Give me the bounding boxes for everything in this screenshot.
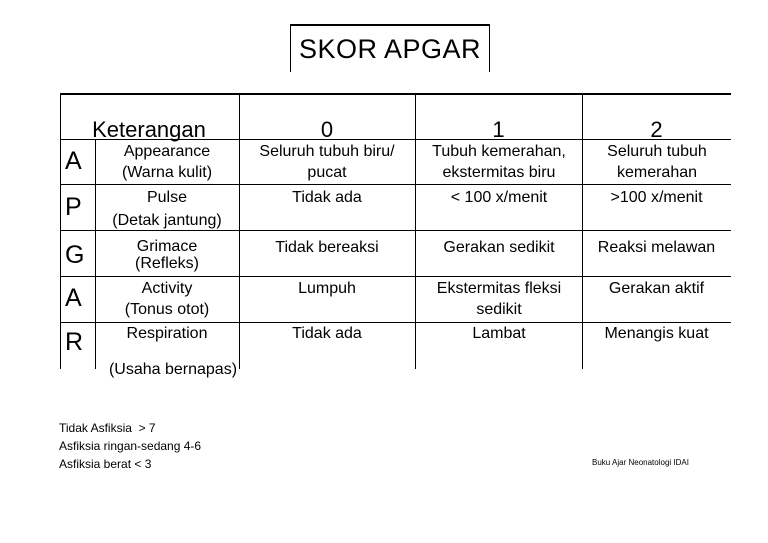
label-main: Appearance: [123, 143, 211, 160]
table-rule: [60, 276, 731, 277]
label-main: Activity: [141, 280, 193, 297]
title-box: [290, 24, 490, 72]
row-letter-a: A: [65, 147, 82, 175]
activity-score-1: Ekstermitas fleksi sedikit: [436, 280, 562, 318]
grimace-score-0: Tidak bereaksi: [275, 239, 379, 256]
label-sub: (Tonus otot): [124, 301, 210, 318]
row-letter-a2: A: [65, 284, 82, 312]
label-sub: (Detak jantung): [112, 212, 222, 229]
grimace-score-2: Reaksi melawan: [597, 239, 716, 256]
page-title: SKOR APGAR: [298, 33, 482, 64]
activity-score-2: Gerakan aktif: [608, 280, 705, 297]
appearance-score-0: Seluruh tubuh biru/ pucat: [259, 143, 395, 181]
pulse-score-0: Tidak ada: [292, 189, 362, 206]
respiration-score-0: Tidak ada: [292, 325, 362, 342]
respiration-score-1: Lambat: [472, 325, 526, 342]
label-pulse: [95, 187, 239, 231]
legend: [59, 419, 201, 473]
row-letter-p: P: [65, 193, 82, 221]
row-letter-g: G: [65, 241, 85, 269]
activity-score-0: Lumpuh: [298, 280, 356, 297]
table-rule: [60, 93, 61, 369]
header-score-0: 0: [320, 117, 334, 142]
label-main: Pulse: [146, 189, 188, 206]
label-activity: [95, 278, 239, 320]
header-score-1: 1: [492, 117, 505, 142]
label-sub: (Warna kulit): [121, 164, 213, 181]
pulse-score-2: >100 x/menit: [610, 189, 703, 206]
appearance-score-1: Tubuh kemerahan, ekstermitas biru: [432, 143, 566, 181]
header-score-2: 2: [650, 117, 663, 142]
pulse-score-1: < 100 x/menit: [450, 189, 548, 206]
legend-item: Asfiksia ringan-sedang 4-6: [59, 439, 202, 453]
label-appearance: [95, 141, 239, 183]
source-citation: Buku Ajar Neonatologi IDAI: [592, 458, 689, 467]
label-grimace: [95, 238, 239, 272]
legend-item: Asfiksia berat < 3: [59, 457, 152, 471]
table-rule: [60, 93, 731, 95]
label-respiration-main: Respiration: [126, 325, 208, 342]
respiration-score-2: Menangis kuat: [604, 325, 709, 342]
label-respiration-sub: (Usaha bernapas): [108, 361, 238, 378]
header-keterangan: Keterangan: [92, 117, 206, 142]
table-rule: [60, 184, 731, 185]
legend-item: Tidak Asfiksia > 7: [59, 421, 156, 435]
appearance-score-2: Seluruh tubuh kemerahan: [607, 143, 707, 181]
apgar-table: [60, 93, 731, 378]
row-letter-r: R: [65, 328, 84, 356]
grimace-score-1: Gerakan sedikit: [443, 239, 555, 256]
label-sub: (Refleks): [134, 255, 199, 272]
label-main: Grimace: [136, 238, 198, 255]
